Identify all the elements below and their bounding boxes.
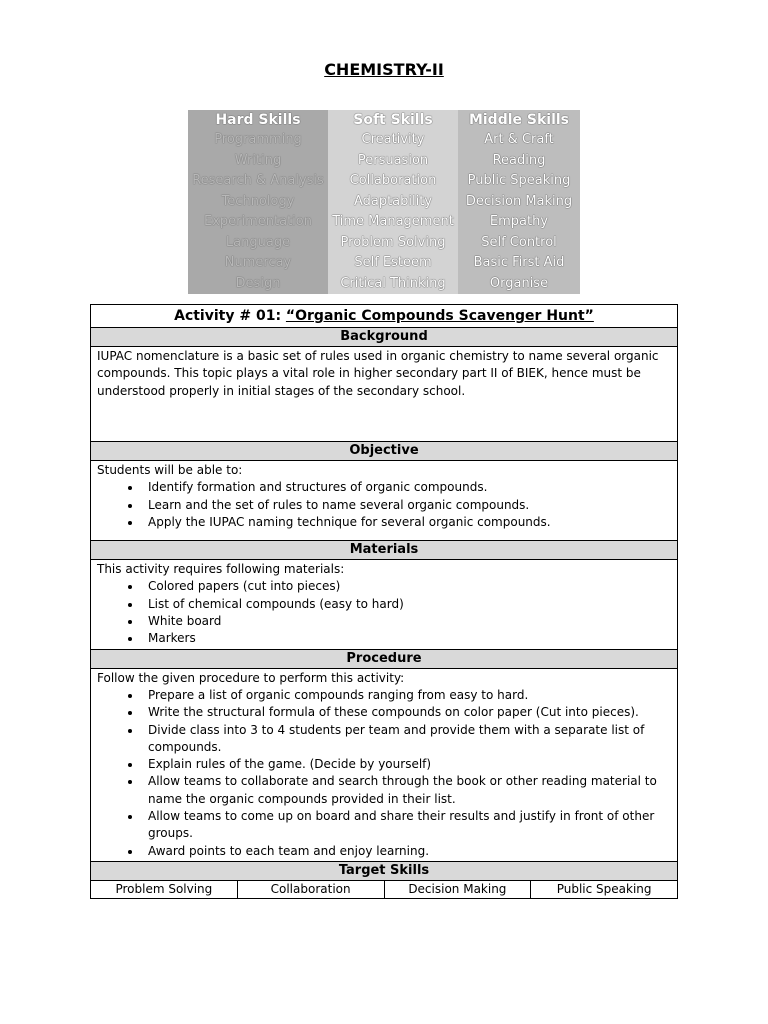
soft-skill-item: Creativity [361,132,425,147]
target-skill-cell: Collaboration [237,880,384,898]
middle-skills-heading: Middle Skills [468,112,570,128]
procedure-heading: Procedure [91,649,678,668]
list-item: • Explain rules of the game. (Decide by yourself) [142,756,671,773]
hard-skills-column [188,110,328,294]
target-skill-cell: Public Speaking [531,880,678,898]
target-skills-heading: Target Skills [91,861,678,880]
middle-skills-column [458,110,580,294]
list-item: • Identify formation and structures of organic compounds. [142,479,671,496]
materials-intro: This activity requires following materials: [97,562,345,577]
objective-heading: Objective [91,442,678,461]
middle-skill-item: Empathy [489,214,549,229]
activity-table [90,304,678,899]
list-item: • Write the structural formula of these compounds on color paper (Cut into pieces). [142,704,671,721]
skills-image [188,110,580,294]
soft-skill-item: Adaptability [353,193,433,209]
materials-list [97,578,671,647]
list-item: • Award points to each team and enjoy learning. [142,843,671,860]
soft-skill-item: Self Esteem [354,255,432,270]
soft-skill-item: Collaboration [349,173,437,188]
target-skill-cell: Decision Making [384,880,531,898]
middle-skill-item: Self Control [481,234,557,250]
list-item: • Markers [142,630,671,647]
background-heading: Background [91,328,678,347]
hard-skill-item: Research & Analysis [192,173,324,188]
objective-list [97,479,671,531]
hard-skill-item: Language [225,234,291,250]
procedure-list [97,687,671,860]
background-text: IUPAC nomenclature is a basic set of rules used in organic chemistry to name several organic compounds. This topic plays a vital role in higher secondary part II of BIEK, hence must be understood properly in initial stages of the secondary school. [91,347,678,442]
soft-skills-heading: Soft Skills [353,112,433,128]
hard-skill-item: Experimentation [204,214,312,229]
list-item: • Learn and the set of rules to name several organic compounds. [142,497,671,514]
procedure-section [91,668,678,861]
list-item: • List of chemical compounds (easy to hard) [142,596,671,613]
hard-skill-item: Writing [234,152,282,168]
procedure-intro: Follow the given procedure to perform this activity: [97,670,405,685]
list-item: • Allow teams to come up on board and share their results and justify in front of other groups. [142,808,671,843]
soft-skill-item: Problem Solving [340,234,446,250]
soft-skill-item: Time Management [332,214,454,229]
middle-skill-item: Art & Craft [484,132,554,147]
objective-intro: Students will be able to: [97,463,243,477]
middle-skill-item: Public Speaking [467,173,571,188]
list-item: • Prepare a list of organic compounds ranging from easy to hard. [142,687,671,704]
list-item: • Colored papers (cut into pieces) [142,578,671,595]
activity-name: “Organic Compounds Scavenger Hunt” [285,308,594,324]
hard-skills-heading: Hard Skills [215,112,301,128]
target-skill-cell: Problem Solving [91,880,238,898]
page-title: CHEMISTRY-II [324,60,444,79]
middle-skill-item: Reading [492,152,546,168]
soft-skill-item: Critical Thinking [340,275,446,291]
hard-skill-item: Numercay [224,255,292,270]
hard-skill-item: Technology [221,193,295,209]
list-item: • Allow teams to collaborate and search through the book or other reading material to name the organic compounds provided in their list. [142,773,671,808]
hard-skill-item: Design [235,275,281,291]
soft-skills-column [328,110,458,294]
hard-skill-item: Programming [214,132,302,147]
list-item: • Divide class into 3 to 4 students per team and provide them with a separate list of compounds. [142,722,671,757]
middle-skill-item: Basic First Aid [473,255,565,270]
soft-skill-item: Persuasion [357,152,429,168]
middle-skill-item: Decision Making [465,193,573,209]
materials-heading: Materials [91,541,678,560]
list-item: • White board [142,613,671,630]
activity-number: Activity # 01: [174,308,286,324]
list-item: • Apply the IUPAC naming technique for several organic compounds. [142,514,671,531]
middle-skill-item: Organise [489,275,549,291]
objective-section [91,461,678,541]
activity-title [91,305,678,328]
materials-section [91,560,678,649]
